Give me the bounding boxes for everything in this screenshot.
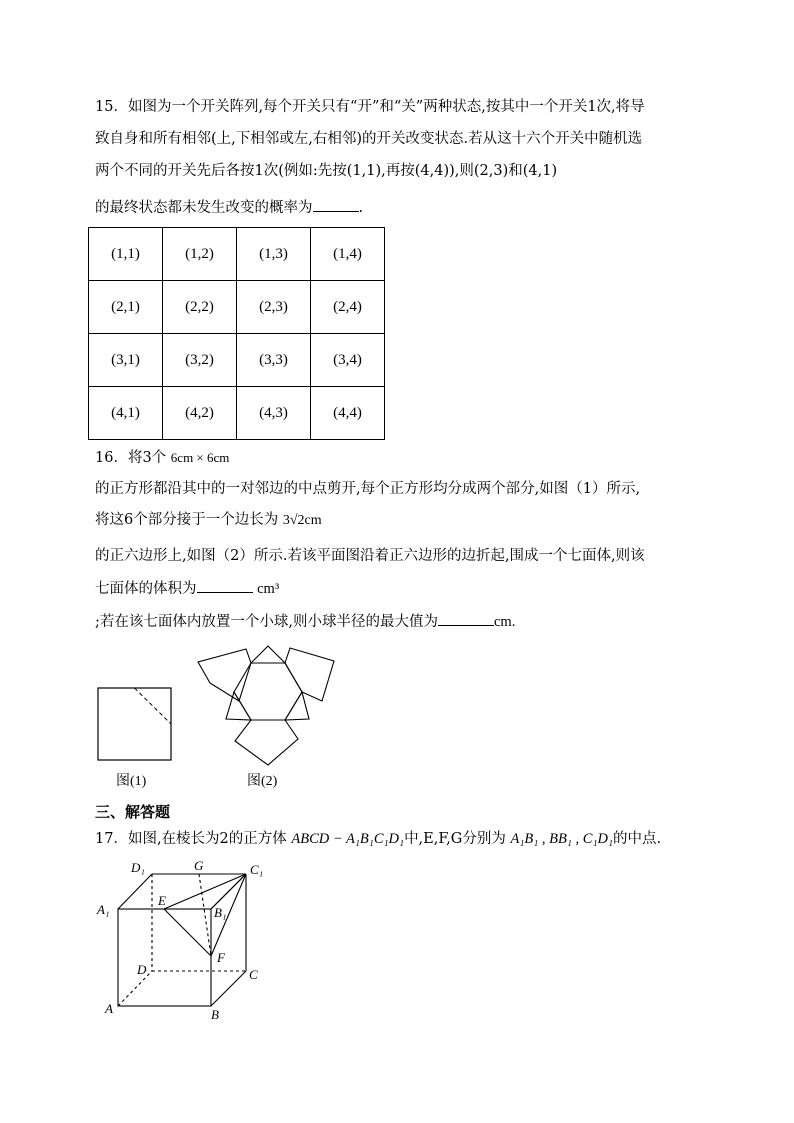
size-formula: 6cm × 6cm: [170, 450, 230, 465]
q17-prefix: 17．如图,在棱长为2的正方体: [95, 831, 287, 847]
radius-prompt: ;若在该七面体内放置一个小球,则小球半径的最大值为: [95, 614, 438, 630]
edge-names: A₁B₁ , BB₁ , C₁D₁: [510, 831, 614, 847]
grid-cell: (4,3): [237, 387, 311, 440]
volume-unit: cm³: [257, 581, 280, 597]
q15-line-1: 15．如图为一个开关阵列,每个开关只有“开”和“关”两种状态,按其中一个开关1次,将导: [95, 99, 645, 115]
grid-cell: (4,2): [163, 387, 237, 440]
grid-row: [89, 334, 385, 387]
grid-cell: (2,2): [163, 281, 237, 334]
grid-cell: (2,1): [89, 281, 163, 334]
section-heading: 三、解答题: [95, 803, 171, 821]
grid-cell: (1,4): [311, 228, 385, 281]
grid-cell: (1,2): [163, 228, 237, 281]
label-E: E: [158, 893, 166, 908]
grid-row: [89, 387, 385, 440]
switch-grid: [88, 227, 385, 440]
answer-blank: [438, 611, 494, 626]
q15-line-2: 致自身和所有相邻(上,下相邻或左,右相邻)的开关改变状态.若从这十六个开关中随机选: [95, 131, 643, 147]
q16-line-5: [95, 578, 279, 599]
grid-cell: (3,2): [163, 334, 237, 387]
figure-2-caption: 图(2): [247, 774, 278, 789]
answer-blank: [313, 197, 359, 212]
q16-line-4: 的正六边形上,如图（2）所示.若该平面图沿着正六边形的边折起,围成一个七面体,则该: [95, 548, 645, 564]
label-D: D: [137, 962, 147, 977]
q17-middle: 中,E,F,G分别为: [404, 831, 506, 847]
grid-cell: (2,3): [237, 281, 311, 334]
q16-prefix: 16．将3个: [95, 450, 167, 466]
grid-cell: (3,3): [237, 334, 311, 387]
side-length-formula: 3√2cm: [282, 513, 322, 528]
answer-blank: [197, 578, 253, 593]
q16-line-1: [95, 448, 229, 468]
figure-2-hexagon-net: [198, 640, 336, 770]
period: .: [358, 200, 364, 216]
q16-line-2: 的正方形都沿其中的一对邻边的中点剪开,每个正方形均分成两个部分,如图（1）所示,: [95, 481, 641, 497]
grid-cell: (3,4): [311, 334, 385, 387]
q15-line-3: 两个不同的开关先后各按1次(例如:先按(1,1),再按(4,4)),则(2,3)和(4,1): [95, 163, 558, 179]
grid-cell: (4,4): [311, 387, 385, 440]
q15-prompt: 的最终状态都未发生改变的概率为: [95, 200, 313, 216]
label-B: B: [211, 1007, 219, 1022]
figure-1-caption: 图(1): [116, 774, 147, 789]
q16-line-6: [95, 611, 515, 632]
q16-line-3: [95, 510, 322, 531]
q17-suffix: 的中点.: [613, 831, 662, 847]
label-G: G: [194, 858, 204, 873]
q15-line-4: [95, 197, 363, 218]
label-A: A: [105, 1001, 113, 1016]
label-D1: D₁: [131, 860, 145, 875]
label-C: C: [249, 967, 258, 982]
label-F: F: [217, 950, 225, 965]
label-B1: B₁: [214, 905, 227, 920]
q17-line-1: [95, 829, 661, 849]
grid-cell: (2,4): [311, 281, 385, 334]
grid-cell: (3,1): [89, 334, 163, 387]
radius-unit: cm.: [494, 614, 516, 630]
grid-row: [89, 228, 385, 281]
q16-side-prompt: 将这6个部分接于一个边长为: [95, 512, 279, 528]
cube-figure: [96, 858, 276, 1028]
cube-name: ABCD − A₁B₁C₁D₁: [291, 831, 405, 847]
volume-prompt: 七面体的体积为: [95, 581, 197, 597]
label-A1: A₁: [97, 902, 110, 917]
grid-cell: (1,3): [237, 228, 311, 281]
grid-cell: (4,1): [89, 387, 163, 440]
figure-1-square: [97, 687, 173, 761]
grid-cell: (1,1): [89, 228, 163, 281]
grid-row: [89, 281, 385, 334]
label-C1: C₁: [250, 862, 264, 877]
